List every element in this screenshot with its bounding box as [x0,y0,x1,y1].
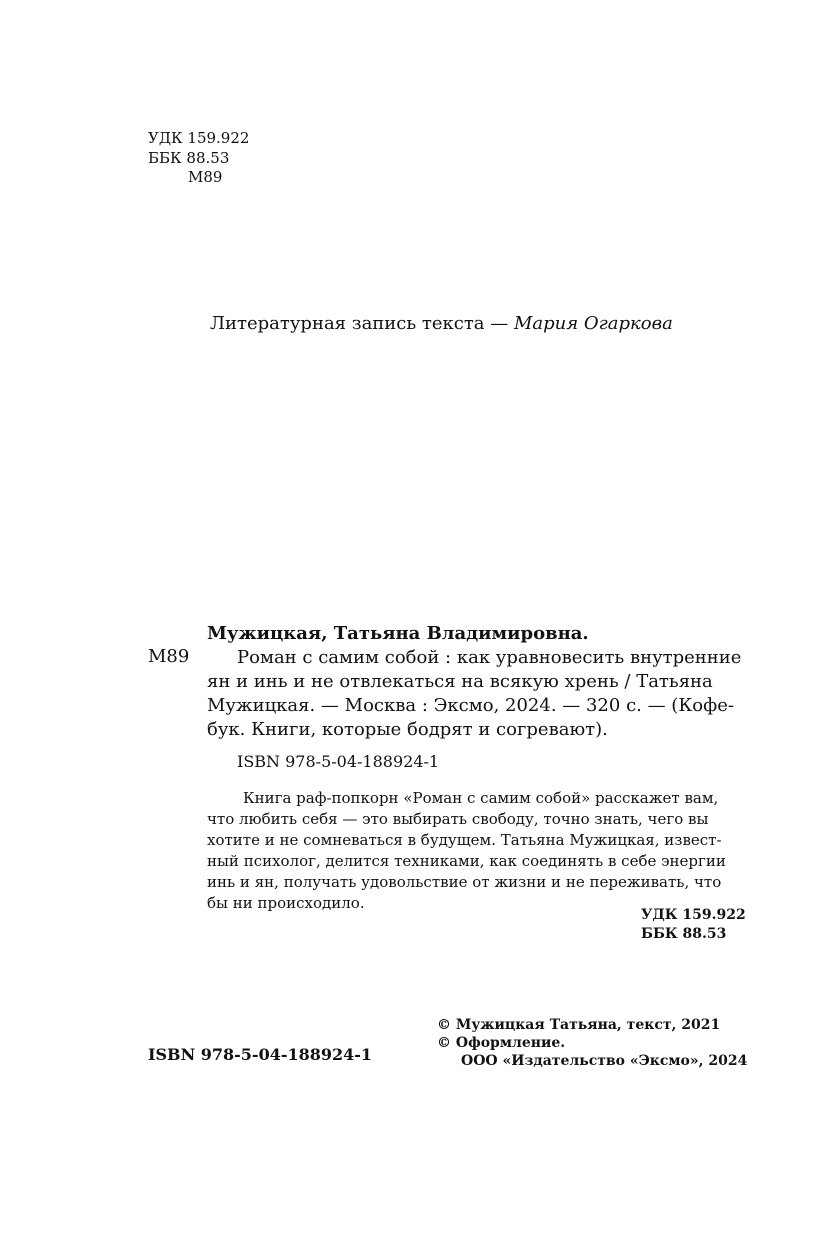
annotation-udk: УДК 159.922 [641,907,746,923]
literary-credit [210,313,673,334]
catalog-line: ян и инь и не отвлекаться на всякую хрень / Татьяна [207,671,713,692]
catalog-description [207,646,741,742]
annotation-line: бы ни происходило. [207,894,365,912]
annotation-line: что любить себя — это выбирать свободу, точно знать, чего вы [207,810,709,828]
annotation-line: хотите и не сомневаться в будущем. Татьяна Мужицкая, извест- [207,831,722,849]
credit-label: Литературная запись текста — [210,313,514,334]
catalog-line: Роман с самим собой : как уравновесить внутренние [237,647,742,668]
annotation-line: Книга раф-попкорн «Роман с самим собой» расскажет вам, [243,789,719,807]
copyright-publisher: ООО «Издательство «Эксмо», 2024 [461,1053,748,1069]
top-author-mark: М89 [188,168,223,186]
top-bbk: ББК 88.53 [148,149,230,167]
annotation-line: ный психолог, делится техниками, как соединять в себе энергии [207,852,726,870]
annotation-line: инь и ян, получать удовольствие от жизни и не переживать, что [207,873,722,891]
copyright-text: © Мужицкая Татьяна, текст, 2021 [437,1017,721,1033]
annotation-bbk: ББК 88.53 [641,926,727,942]
credit-name: Мария Огаркова [513,313,673,334]
catalog-line: Мужицкая. — Москва : Эксмо, 2024. — 320 с. — (Кофе- [207,695,734,716]
top-udk: УДК 159.922 [148,129,250,147]
annotation [207,788,726,914]
catalog-code: М89 [148,646,190,667]
catalog-isbn: ISBN 978-5-04-188924-1 [237,752,440,771]
catalog-line: бук. Книги, которые бодрят и согревают). [207,719,608,740]
footer-isbn: ISBN 978-5-04-188924-1 [148,1045,373,1064]
copyright-design: © Оформление. [437,1035,566,1051]
catalog-author: Мужицкая, Татьяна Владимировна. [207,623,589,644]
